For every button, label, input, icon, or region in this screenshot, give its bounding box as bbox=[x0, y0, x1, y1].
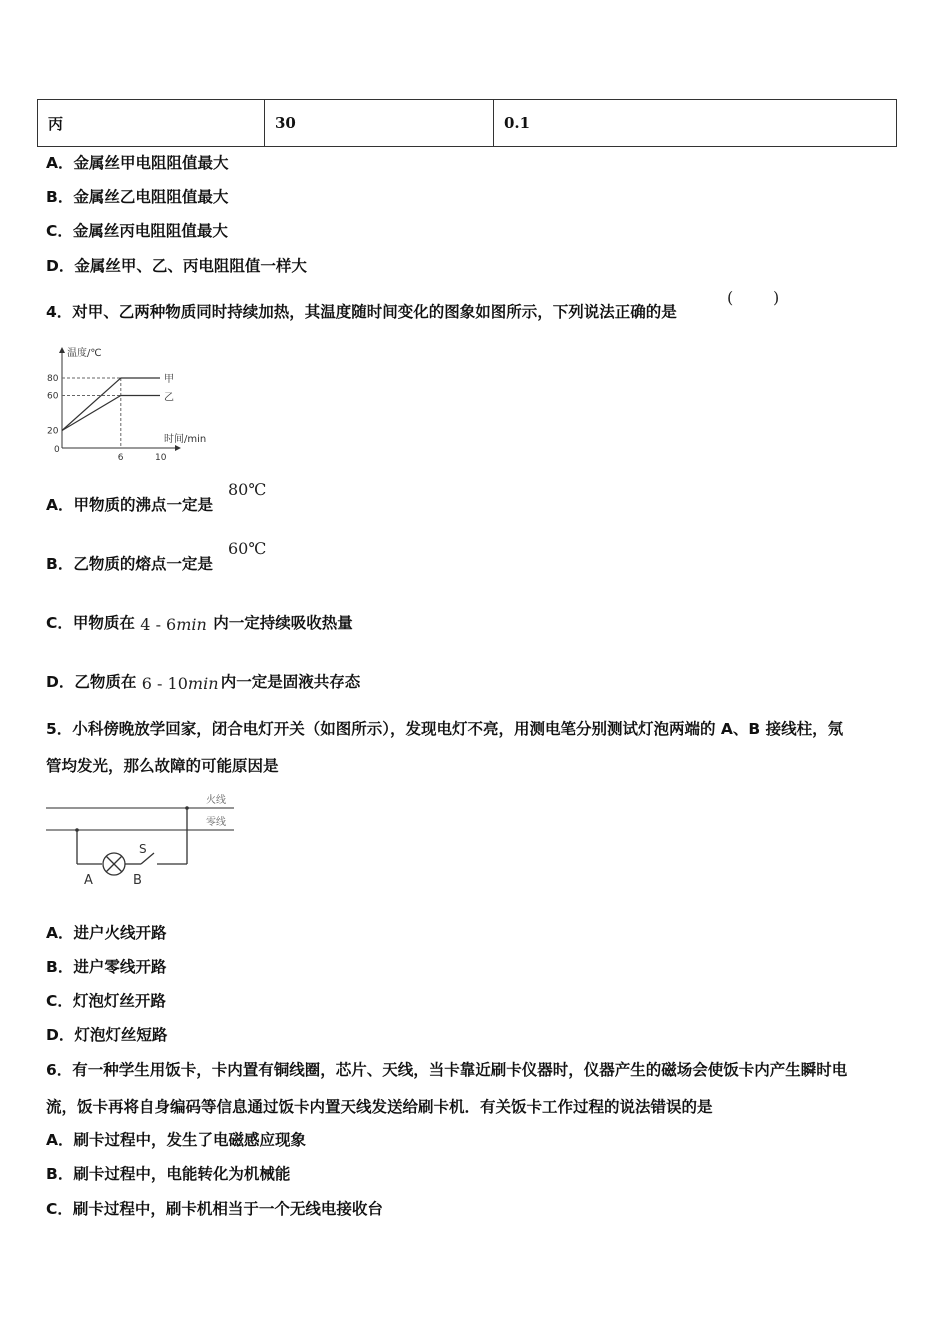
q4-option-c-tail: 内一定持续吸收热量 bbox=[213, 614, 353, 632]
y-tick-label: 60 bbox=[47, 391, 59, 402]
table-cell-area: 0.1 bbox=[494, 100, 897, 147]
q4-option-b-value: 60℃ bbox=[228, 539, 267, 558]
y-tick-label: 80 bbox=[47, 374, 59, 384]
series-label-yi: 乙 bbox=[164, 392, 174, 404]
table-cell-length: 30 bbox=[265, 100, 494, 147]
x-tick-label: 10 bbox=[155, 453, 167, 463]
q4-option-d bbox=[46, 670, 360, 692]
resistance-table bbox=[37, 99, 897, 147]
q3-option-a: A．金属丝甲电阻阻值最大 bbox=[46, 154, 229, 172]
neutral-wire-label: 零线 bbox=[206, 817, 226, 828]
q6-stem-line1: 6．有一种学生用饭卡，卡内置有铜线圈，芯片、天线，当卡靠近刷卡仪器时，仪器产生的磁场会使饭卡内产生瞬时电 bbox=[46, 1061, 848, 1079]
chart-ticks bbox=[47, 374, 167, 463]
series-line-jia bbox=[62, 378, 160, 431]
q4-option-c bbox=[46, 611, 353, 633]
q3-option-d: D．金属丝甲、乙、丙电阻阻值一样大 bbox=[46, 257, 307, 275]
switch-label: S bbox=[139, 842, 147, 856]
origin-label: 0 bbox=[54, 445, 60, 455]
q6-option-a: A．刷卡过程中，发生了电磁感应现象 bbox=[46, 1131, 306, 1149]
x-axis-label: 时间/min bbox=[164, 434, 207, 445]
q5-stem-line2: 管均发光，那么故障的可能原因是 bbox=[46, 757, 279, 775]
q4-option-c-label: C．甲物质在 bbox=[46, 614, 135, 632]
q4-stem: 4．对甲、乙两种物质同时持续加热，其温度随时间变化的图象如图所示，下列说法正确的是 bbox=[46, 303, 677, 321]
y-tick-label: 20 bbox=[47, 426, 59, 437]
q5-stem-line1: 5．小科傍晚放学回家，闭合电灯开关（如图所示），发现电灯不亮，用测电笔分别测试灯泡两端的 A、B 接线柱，氖 bbox=[46, 720, 844, 738]
series-label-jia: 甲 bbox=[164, 374, 174, 385]
q4-paren-open: ( bbox=[727, 288, 734, 307]
q4-paren-close: ) bbox=[773, 288, 780, 307]
x-tick-label: 6 bbox=[117, 453, 124, 463]
q5-option-c: C．灯泡灯丝开路 bbox=[46, 992, 166, 1010]
q4-option-d-tail: 内一定是固液共存态 bbox=[220, 673, 361, 691]
circuit-diagram bbox=[44, 790, 244, 890]
q4-option-c-unit: min bbox=[176, 615, 207, 634]
table-row bbox=[38, 100, 897, 147]
chart-series bbox=[62, 378, 160, 431]
q3-option-c: C．金属丝丙电阻阻值最大 bbox=[46, 222, 228, 240]
q6-option-b: B．刷卡过程中，电能转化为机械能 bbox=[46, 1165, 291, 1183]
q3-option-b: B．金属丝乙电阻阻值最大 bbox=[46, 188, 229, 206]
q4-option-b: B．乙物质的熔点一定是 bbox=[46, 555, 213, 573]
series-line-yi bbox=[62, 396, 160, 431]
q5-option-b: B．进户零线开路 bbox=[46, 958, 167, 976]
q6-stem-line2: 流，饭卡再将自身编码等信息通过饭卡内置天线发送给刷卡机．有关饭卡工作过程的说法错误的是 bbox=[46, 1098, 713, 1116]
q6-option-c: C．刷卡过程中，刷卡机相当于一个无线电接收台 bbox=[46, 1200, 383, 1218]
q5-option-a: A．进户火线开路 bbox=[46, 924, 167, 942]
q5-option-d: D．灯泡灯丝短路 bbox=[46, 1026, 168, 1044]
table-cell-material: 丙 bbox=[38, 100, 265, 147]
q4-option-d-label: D．乙物质在 bbox=[46, 673, 137, 691]
q4-option-a-value: 80℃ bbox=[228, 480, 267, 499]
y-axis-label: 温度/℃ bbox=[67, 348, 102, 359]
q4-option-d-range: 6 - 10 bbox=[141, 674, 188, 693]
q4-option-c-range: 4 - 6 bbox=[140, 615, 177, 634]
terminal-a-label: A bbox=[84, 873, 93, 888]
temperature-time-chart bbox=[40, 340, 220, 465]
q4-option-a: A．甲物质的沸点一定是 bbox=[46, 496, 213, 514]
terminal-b-label: B bbox=[133, 873, 142, 888]
q4-option-d-unit: min bbox=[187, 674, 219, 693]
live-wire-label: 火线 bbox=[206, 795, 226, 806]
